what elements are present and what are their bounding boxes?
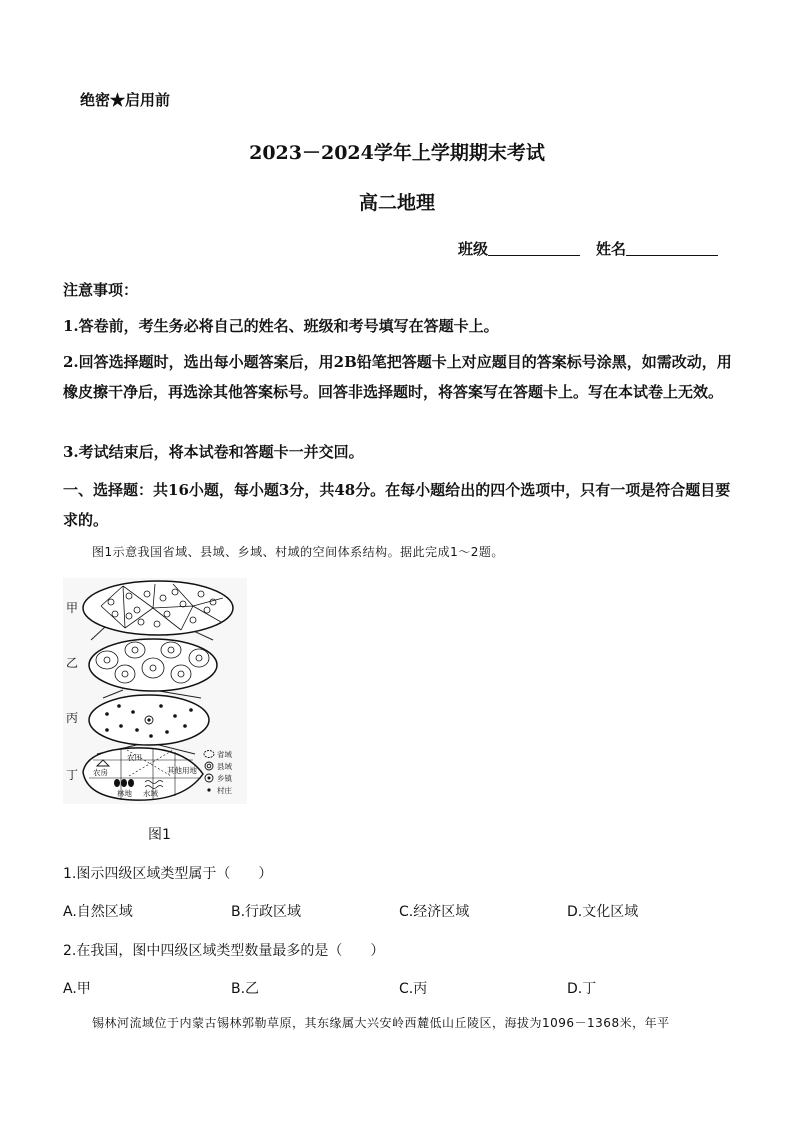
figure-caption: 图1 xyxy=(148,827,171,843)
question-2-stem: 2.在我国，图中四级区域类型数量最多的是（ ） xyxy=(63,943,385,959)
land-label-forest: 林地 xyxy=(117,789,132,798)
legend-county: 县域 xyxy=(217,762,232,771)
q1-option-d: D.文化区域 xyxy=(567,904,639,920)
q1-option-a: A.自然区域 xyxy=(63,904,133,920)
secret-mark: 绝密★启用前 xyxy=(80,91,171,109)
figure-spatial-hierarchy xyxy=(63,578,247,804)
reading-passage: 锡林河流域位于内蒙古锡林郭勒草原，其东缘属大兴安岭西麓低山丘陵区，海拔为1096－1368米，年平 xyxy=(92,1016,670,1030)
figure-intro: 图1示意我国省域、县域、乡域、村域的空间体系结构。据此完成1～2题。 xyxy=(92,545,504,559)
row-label-bing: 丙 xyxy=(66,711,79,725)
land-label-water: 水域 xyxy=(143,789,158,798)
name-blank xyxy=(626,240,718,256)
q2-option-b: B.乙 xyxy=(231,981,260,997)
note-item-2: 2.回答选择题时，选出每小题答案后，用2B铅笔把答题卡上对应题目的答案标号涂黑，如需改动，用橡皮擦干净后，再选涂其他答案标号。回答非选择题时，将答案写在答题卡上。写在本试卷上无效。 xyxy=(63,353,732,401)
exam-title: 2023－2024学年上学期期末考试 xyxy=(249,142,545,164)
row-label-yi: 乙 xyxy=(66,656,79,670)
class-blank xyxy=(488,240,580,256)
q2-option-d: D.丁 xyxy=(567,981,597,997)
note-item-1: 1.答卷前，考生务必将自己的姓名、班级和考号填写在答题卡上。 xyxy=(63,317,499,335)
class-label: 班级 xyxy=(458,240,489,258)
q2-option-c: C.丙 xyxy=(399,981,428,997)
legend-province: 省域 xyxy=(217,750,232,759)
student-info-fields xyxy=(458,238,718,259)
note-item-3: 3.考试结束后，将本试卷和答题卡一并交回。 xyxy=(63,443,364,461)
subject-title: 高二地理 xyxy=(358,192,435,214)
legend-township: 乡镇 xyxy=(217,774,232,783)
land-label-farmland: 农田 xyxy=(127,753,142,762)
land-label-farmhouse: 农房 xyxy=(93,768,108,777)
section-heading: 一、选择题：共16小题，每小题3分，共48分。在每小题给出的四个选项中，只有一项是符合题目要求的。 xyxy=(63,481,731,529)
name-label: 姓名 xyxy=(596,240,627,258)
q2-option-a: A.甲 xyxy=(63,981,91,997)
land-label-other: 其他用地 xyxy=(167,766,197,775)
row-label-jia: 甲 xyxy=(66,601,79,615)
question-1-stem: 1.图示四级区域类型属于（ ） xyxy=(63,866,273,882)
q1-option-b: B.行政区域 xyxy=(231,904,302,920)
row-label-ding: 丁 xyxy=(66,768,79,782)
q1-option-c: C.经济区域 xyxy=(399,904,470,920)
notes-heading: 注意事项： xyxy=(63,281,139,299)
legend-village: 村庄 xyxy=(217,786,232,795)
